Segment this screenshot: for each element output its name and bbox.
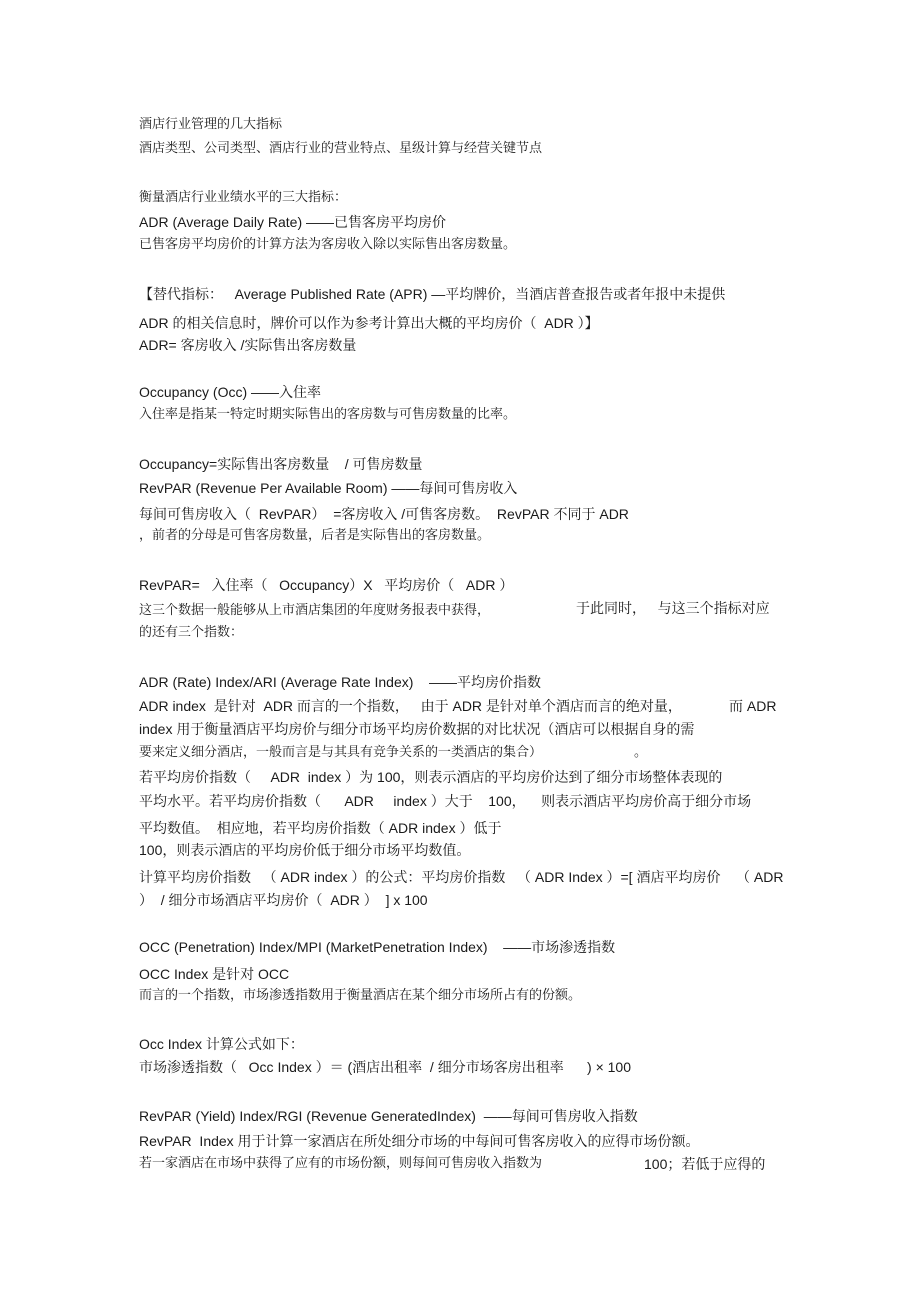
text-line: 酒店类型、公司类型、酒店行业的营业特点、星级计算与经营关键节点: [139, 141, 543, 156]
text-line: index 用于衡量酒店平均房价与细分市场平均房价数据的对比状况（酒店可以根据自身的需: [139, 721, 695, 737]
text-line: RevPAR Index 用于计算一家酒店在所处细分市场的中每间可售客房收入的应得市场份额。: [139, 1133, 700, 1149]
text-line: Occ Index 计算公式如下：: [139, 1036, 304, 1052]
text-line: 计算平均房价指数 （ ADR index ）的公式：平均房价指数 （ ADR Index ）=[ 酒店平均房价 （ ADR: [139, 869, 784, 885]
text-line: 100，则表示酒店的平均房价低于细分市场平均数值。: [139, 842, 471, 858]
text-line: RevPAR (Revenue Per Available Room) ——每间可售房收入: [139, 480, 518, 496]
text-line: 每间可售房收入（ RevPAR） =客房收入 /可售客房数。 RevPAR 不同于 ADR: [139, 506, 629, 522]
text-line: ） / 细分市场酒店平均房价（ ADR ） ] x 100: [139, 892, 428, 908]
text-line: 【替代指标： Average Published Rate (APR) —平均牌价，当酒店普查报告或者年报中未提供: [139, 286, 726, 302]
text-line: ADR index 是针对 ADR 而言的一个指数， 由于 ADR 是针对单个酒店而言的绝对量，: [139, 698, 682, 714]
text-line: 要来定义细分酒店，一般而言是与其具有竞争关系的一类酒店的集合）: [139, 745, 543, 760]
text-line: 而言的一个指数，市场渗透指数用于衡量酒店在某个细分市场所占有的份额。: [139, 988, 582, 1003]
document-title: 酒店行业管理的几大指标: [139, 117, 283, 132]
text-line: 若平均房价指数（ ADR index ）为 100，则表示酒店的平均房价达到了细分市场整体表现的: [139, 769, 723, 785]
text-line: 若一家酒店在市场中获得了应有的市场份额，则每间可售房收入指数为: [139, 1156, 543, 1171]
text-line: RevPAR (Yield) Index/RGI (Revenue GeneratedIndex) ——每间可售房收入指数: [139, 1108, 638, 1124]
text-line: 衡量酒店行业业绩水平的三大指标：: [139, 190, 348, 205]
text-line: 入住率是指某一特定时期实际售出的客房数与可售房数量的比率。: [139, 407, 517, 422]
text-line: 的还有三个指数：: [139, 625, 244, 640]
text-line: 于此同时， 与这三个指标对应: [576, 600, 770, 616]
text-line: 这三个数据一般能够从上市酒店集团的年度财务报表中获得，: [139, 603, 491, 618]
text-line: 而 ADR: [729, 698, 777, 714]
text-line: OCC (Penetration) Index/MPI (MarketPenetration Index) ——市场渗透指数: [139, 939, 616, 955]
text-line: Occupancy=实际售出客房数量 / 可售房数量: [139, 456, 423, 472]
text-line: ADR= 客房收入 /实际售出客房数量: [139, 337, 357, 353]
text-line: OCC Index 是针对 OCC: [139, 966, 290, 982]
text-line: 平均水平。若平均房价指数（ ADR index ）大于 100， 则表示酒店平均房价高于细分市场: [139, 793, 752, 809]
text-line: 100；若低于应得的: [644, 1156, 766, 1172]
text-line: ADR 的相关信息时，牌价可以作为参考计算出大概的平均房价（ ADR ）】: [139, 315, 599, 331]
text-line: 。: [634, 745, 648, 760]
text-line: 已售客房平均房价的计算方法为客房收入除以实际售出客房数量。: [139, 237, 517, 252]
text-line: 市场渗透指数（ Occ Index ）＝ (酒店出租率 / 细分市场客房出租率 ) × 100: [139, 1059, 632, 1075]
text-line: ADR (Average Daily Rate) ——已售客房平均房价: [139, 214, 447, 230]
text-line: RevPAR= 入住率（ Occupancy）X 平均房价（ ADR ）: [139, 577, 514, 593]
text-line: ，前者的分母是可售客房数量，后者是实际售出的客房数量。: [139, 528, 491, 543]
text-line: Occupancy (Occ) ——入住率: [139, 384, 322, 400]
text-line: ADR (Rate) Index/ARI (Average Rate Index) ——平均房价指数: [139, 674, 541, 690]
text-line: 平均数值。 相应地，若平均房价指数（ ADR index ）低于: [139, 820, 502, 836]
